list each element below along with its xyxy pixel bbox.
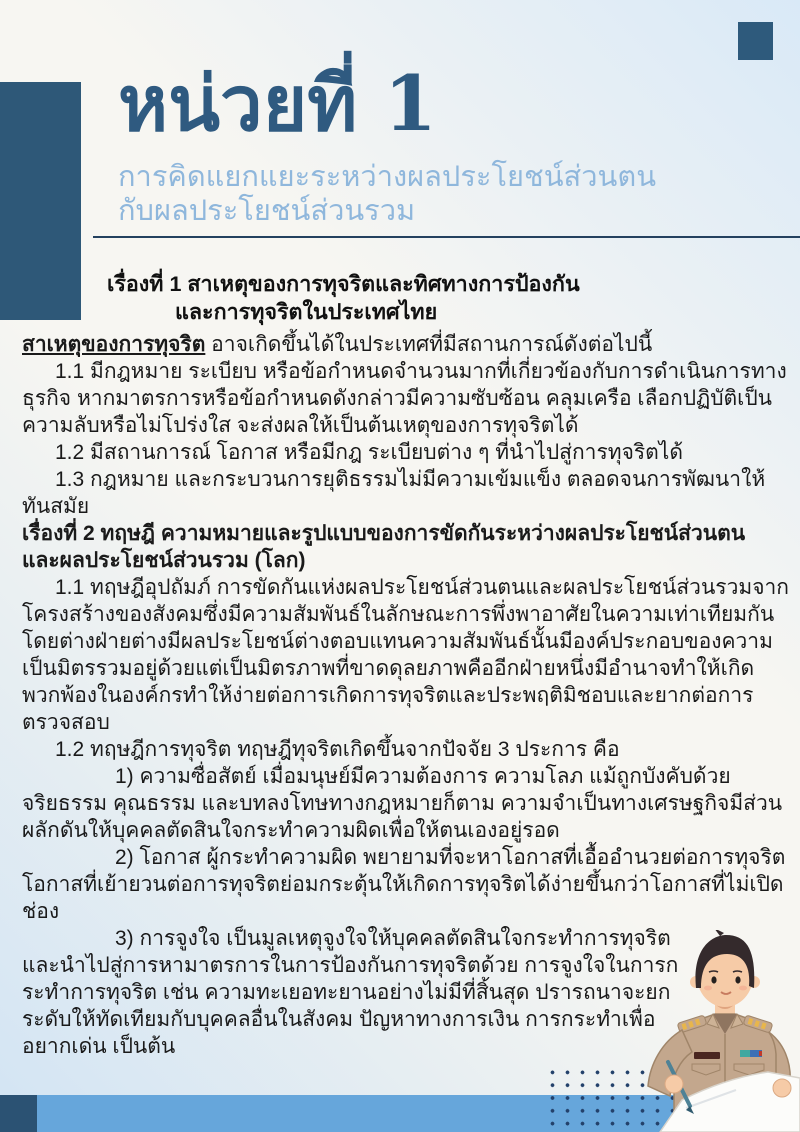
section1-item-1: 1.1 มีกฎหมาย ระเบียบ หรือข้อกำหนดจำนวนมากที่เกี่ยวข้องกับการดำเนินการทางธุรกิจ หากมาตรการหรือข้อกำหนดดังกล่าวมีความซับซ้อน คลุมเครือ เลือกปฏิบัติเป็นความลับหรือไม่โปร่งใส จะส่งผลให้เป็นต้นเหตุของการทุจริตได้	[22, 360, 787, 437]
section1-heading-line1: เรื่องที่ 1 สาเหตุของการทุจริตและทิศทางการป้องกัน	[107, 272, 580, 296]
section2-para-1-2: 1.2 ทฤษฎีการทุจริต ทฤษฎีทุจริตเกิดขึ้นจากปัจจัย 3 ประการ คือ	[55, 738, 620, 761]
section2-subitem-1: 1) ความซื่อสัตย์ เมื่อมนุษย์มีความต้องการ ความโลภ แม้ถูกบังคับด้วยจริยธรรม คุณธรรม และบทลงโทษทางกฎหมายก็ตาม ความจำเป็นทางเศรษฐกิจมีส่วนผลักดันให้บุคคลตัดสินใจกระทำความผิดเพื่อให้ตนเองอยู่รอด	[22, 765, 783, 842]
cause-intro-rest: อาจเกิดขึ้นได้ในประเทศที่มีสถานการณ์ดังต่อไปนี้	[205, 333, 653, 356]
header	[118, 52, 778, 228]
section2-heading: เรื่องที่ 2 ทฤษฎี ความหมายและรูปแบบของการขัดกันระหว่างผลประโยชน์ส่วนตนและผลประโยชน์ส่วนรวม (โลก)	[22, 522, 746, 572]
cause-intro	[22, 331, 792, 358]
figure-name-tag	[694, 1052, 720, 1059]
title-divider	[93, 236, 800, 238]
figure-holding-hand	[773, 1079, 791, 1097]
section1-heading-line2: และการทุจริตในประเทศไทย	[175, 300, 438, 324]
section2-subitem-3: 3) การจูงใจ เป็นมูลเหตุจูงใจให้บุคคลตัดสินใจกระทำการทุจริต และนำไปสู่การหามาตรการในการป้องกันการทุจริตด้วย การจูงใจในการกระทำการทุจริต เช่น ความทะเยอทะยานอย่างไม่มีที่สิ้นสุด ปรารถนาจะยกระดับให้ทัดเทียมกับบุคคลอื่นในสังคม ปัญหาทางการเงิน การกระทำเพื่ออยากเด่น เป็นต้น	[22, 927, 679, 1058]
cause-intro-lead: สาเหตุของการทุจริต	[22, 333, 206, 356]
section1-heading	[0, 270, 800, 326]
official-writing-illustration	[616, 930, 800, 1132]
section2-subitem-2: 2) โอกาส ผู้กระทำความผิด พยายามที่จะหาโอกาสที่เอื้ออำนวยต่อการทุจริต โอกาสที่เย้ายวนต่อการทุจริตย่อมกระตุ้นให้เกิดการทุจริตได้ง่ายขึ้นกว่าโอกาสที่ไม่เปิดช่อง	[22, 846, 786, 923]
unit-subtitle-line2: กับผลประโยชน์ส่วนรวม	[118, 195, 416, 227]
bottom-band-accent-square	[0, 1095, 37, 1132]
section1-item-2: 1.2 มีสถานการณ์ โอกาส หรือมีกฎ ระเบียบต่าง ๆ ที่นำไปสู่การทุจริตได้	[55, 441, 684, 464]
unit-subtitle	[118, 160, 778, 228]
section2-para-1-1: 1.1 ทฤษฎีอุปถัมภ์ การขัดกันแห่งผลประโยชน์ส่วนตนและผลประโยชน์ส่วนรวมจากโครงสร้างของสังคมซึ่งมีความสัมพันธ์ในลักษณะการพึ่งพาอาศัยในความเท่าเทียมกัน โดยต่างฝ่ายต่างมีผลประโยชน์ต่างตอบแทนความสัมพันธ์นั้นมีองค์ประกอบของความเป็นมิตรรวมอยู่ด้วยแต่เป็นมิตรภาพที่ขาดดุลยภาพคืออีกฝ่ายหนึ่งมีอำนาจทำให้เกิดพวกพ้องในองค์กรทำให้ง่ายต่อการเกิดการทุจริตและประพฤติมิชอบและยากต่อการตรวจสอบ	[22, 576, 790, 734]
figure-head	[690, 930, 760, 1007]
section1-item-3: 1.3 กฎหมาย และกระบวนการยุติธรรมไม่มีความเข้มแข็ง ตลอดจนการพัฒนาให้ทันสมัย	[22, 468, 766, 518]
figure-ribbon-bars	[740, 1050, 762, 1057]
unit-title: หน่วยที่ 1	[118, 59, 437, 148]
unit-subtitle-line1: การคิดแยกแยะระหว่างผลประโยชน์ส่วนตน	[118, 161, 657, 193]
figure-writing-hand	[665, 1075, 683, 1093]
